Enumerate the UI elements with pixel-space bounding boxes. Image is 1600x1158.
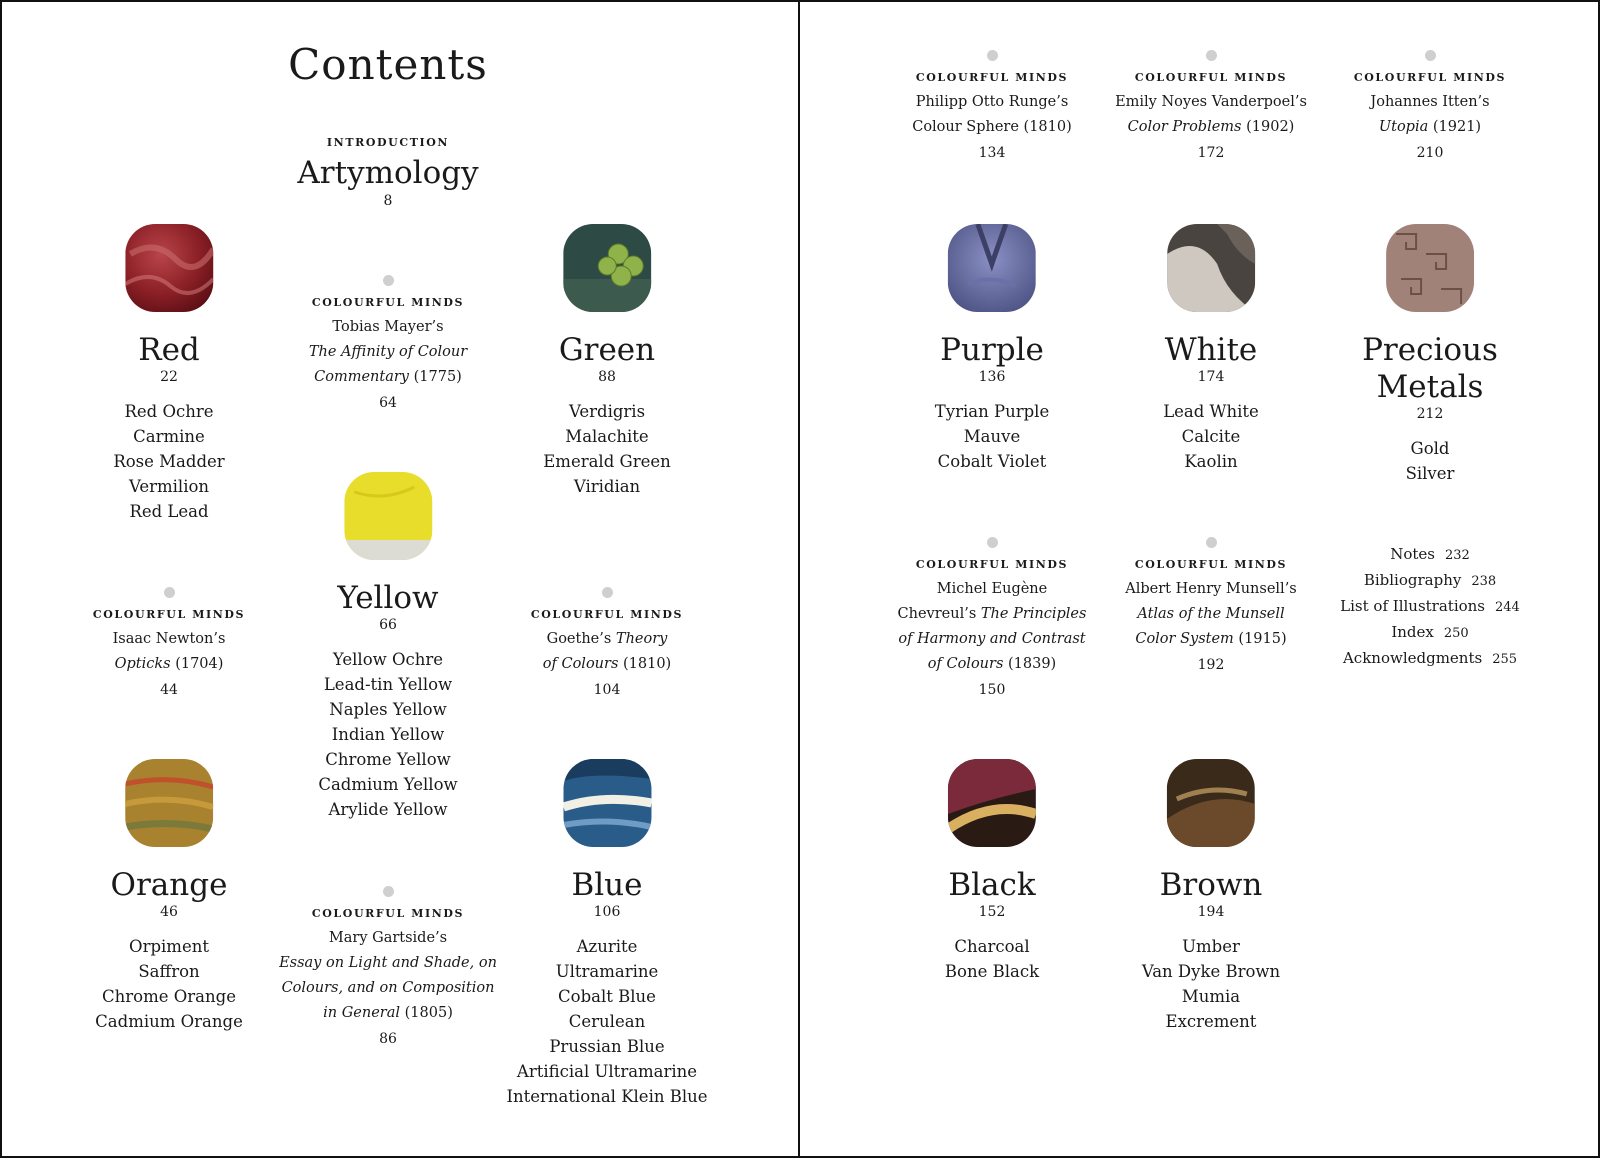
- minds-page: 104: [593, 682, 621, 698]
- back-matter-page: 238: [1471, 574, 1497, 589]
- pigment-item[interactable]: Mauve: [963, 427, 1021, 446]
- bullet-dot: [1206, 537, 1217, 548]
- blue-pigment-list: [506, 934, 707, 1109]
- introduction-entry[interactable]: [297, 136, 478, 209]
- colourful-minds-runge[interactable]: [872, 50, 1112, 166]
- colourful-minds-newton[interactable]: [49, 587, 289, 703]
- chapter-green[interactable]: [543, 224, 671, 499]
- metals-title-line-1: Precious: [1362, 332, 1498, 368]
- minds-line: Goethe’s: [546, 631, 612, 647]
- pigment-item[interactable]: Prussian Blue: [549, 1037, 665, 1056]
- colourful-minds-mayer[interactable]: [268, 275, 508, 416]
- pigment-item[interactable]: Cadmium Yellow: [318, 775, 458, 794]
- minds-line: Emily Noyes Vanderpoel’s: [1115, 94, 1307, 110]
- pigment-item[interactable]: Excrement: [1165, 1012, 1257, 1031]
- blue-title: Blue: [571, 867, 643, 903]
- minds-kicker: COLOURFUL MINDS: [311, 907, 465, 920]
- pigment-item[interactable]: Silver: [1405, 464, 1455, 483]
- back-matter-item[interactable]: [1340, 620, 1520, 646]
- minds-line: Essay on Light and Shade, on: [279, 955, 497, 971]
- chapter-yellow[interactable]: [318, 472, 457, 822]
- intro-kicker: INTRODUCTION: [326, 136, 450, 149]
- pigment-item[interactable]: Cerulean: [568, 1012, 646, 1031]
- pigment-item[interactable]: Arylide Yellow: [328, 800, 448, 819]
- bullet-dot: [164, 587, 175, 598]
- minds-page: 210: [1416, 145, 1444, 161]
- pigment-item[interactable]: Gold: [1410, 439, 1450, 458]
- minds-line: Chevreul’s: [897, 606, 977, 622]
- minds-line: Color System: [1135, 631, 1234, 647]
- bullet-dot: [1425, 50, 1436, 61]
- bullet-dot: [987, 50, 998, 61]
- black-swatch-image: [948, 759, 1036, 847]
- minds-line: of Colours: [542, 656, 619, 672]
- minds-year: (1915): [1238, 631, 1287, 647]
- green-pigment-list: [543, 399, 671, 499]
- pigment-item[interactable]: Naples Yellow: [329, 700, 447, 719]
- minds-year: (1902): [1246, 119, 1295, 135]
- intro-title: Artymology: [297, 155, 479, 191]
- bullet-dot: [383, 275, 394, 286]
- pigment-item[interactable]: International Klein Blue: [506, 1087, 708, 1106]
- orange-pigment-list: [95, 934, 243, 1034]
- green-swatch-image: [563, 224, 651, 312]
- pigment-item[interactable]: Ultramarine: [555, 962, 659, 981]
- colourful-minds-chevreul[interactable]: [872, 537, 1112, 703]
- minds-line: Atlas of the Munsell: [1137, 606, 1285, 622]
- minds-page: 44: [160, 682, 178, 698]
- brown-swatch-image: [1167, 759, 1255, 847]
- colourful-minds-gartside[interactable]: [268, 886, 508, 1052]
- metals-pigment-list: [1362, 436, 1498, 486]
- purple-page: 136: [978, 369, 1006, 385]
- pigment-item[interactable]: Verdigris: [568, 402, 646, 421]
- pigment-item[interactable]: Tyrian Purple: [934, 402, 1050, 421]
- colourful-minds-goethe[interactable]: [487, 587, 727, 703]
- minds-line: Utopia: [1378, 119, 1429, 135]
- blue-page: 106: [593, 904, 621, 920]
- back-matter-label: Acknowledgments: [1342, 649, 1483, 667]
- purple-title: Purple: [940, 332, 1044, 368]
- pigment-item[interactable]: Vermilion: [128, 477, 210, 496]
- pigment-item[interactable]: Mumia: [1181, 987, 1241, 1006]
- pigment-item[interactable]: Rose Madder: [113, 452, 225, 471]
- intro-page: 8: [383, 193, 393, 209]
- pigment-item[interactable]: Cobalt Blue: [558, 987, 656, 1006]
- green-title: Green: [558, 332, 656, 368]
- minds-kicker: COLOURFUL MINDS: [915, 558, 1069, 571]
- brown-pigment-list: [1142, 934, 1280, 1034]
- pigment-item[interactable]: Chrome Orange: [102, 987, 236, 1006]
- chapter-black[interactable]: [945, 759, 1039, 984]
- minds-line: Colours, and on Composition: [281, 980, 495, 996]
- minds-line: Theory: [615, 631, 668, 647]
- chapter-white[interactable]: [1163, 224, 1259, 474]
- minds-year: (1775): [413, 369, 462, 385]
- minds-page: 86: [379, 1031, 397, 1047]
- pigment-item[interactable]: Calcite: [1181, 427, 1241, 446]
- chapter-brown[interactable]: [1142, 759, 1280, 1034]
- metals-page: 212: [1416, 406, 1444, 422]
- red-pigment-list: [113, 399, 224, 524]
- pigment-item[interactable]: Bone Black: [944, 962, 1040, 981]
- red-page: 22: [160, 369, 178, 385]
- white-title: White: [1164, 332, 1258, 368]
- chapter-orange[interactable]: [95, 759, 243, 1034]
- pigment-item[interactable]: Lead White: [1163, 402, 1259, 421]
- pigment-item[interactable]: Malachite: [565, 427, 649, 446]
- minds-line: Commentary: [314, 369, 409, 385]
- pigment-item[interactable]: Viridian: [573, 477, 641, 496]
- black-pigment-list: [945, 934, 1039, 984]
- minds-year: (1810): [623, 656, 672, 672]
- minds-line: The Principles: [980, 606, 1087, 622]
- minds-year: (1805): [404, 1005, 453, 1021]
- pigment-item[interactable]: Yellow Ochre: [332, 650, 444, 669]
- back-matter-item[interactable]: [1340, 594, 1520, 620]
- pigment-item[interactable]: Kaolin: [1184, 452, 1238, 471]
- colourful-minds-vanderpoel[interactable]: [1091, 50, 1331, 166]
- orange-title: Orange: [110, 867, 228, 903]
- bullet-dot: [987, 537, 998, 548]
- back-matter-label: Index: [1391, 623, 1434, 641]
- minds-line: Albert Henry Munsell’s: [1125, 581, 1297, 597]
- white-page: 174: [1197, 369, 1225, 385]
- yellow-title: Yellow: [337, 580, 439, 616]
- chapter-blue[interactable]: [506, 759, 707, 1109]
- back-matter-item[interactable]: [1340, 646, 1520, 672]
- minds-line: Michel Eugène: [936, 581, 1048, 597]
- green-page: 88: [598, 369, 616, 385]
- minds-kicker: COLOURFUL MINDS: [1353, 71, 1507, 84]
- colourful-minds-munsell[interactable]: [1091, 537, 1331, 678]
- minds-kicker: COLOURFUL MINDS: [530, 608, 684, 621]
- bullet-dot: [602, 587, 613, 598]
- pigment-item[interactable]: Indian Yellow: [331, 725, 445, 744]
- back-matter-item[interactable]: [1340, 542, 1520, 568]
- page-gutter: [798, 0, 800, 1158]
- minds-kicker: COLOURFUL MINDS: [92, 608, 246, 621]
- minds-kicker: COLOURFUL MINDS: [1134, 71, 1288, 84]
- minds-page: 134: [978, 145, 1006, 161]
- pigment-item[interactable]: Chrome Yellow: [325, 750, 451, 769]
- colourful-minds-itten[interactable]: [1310, 50, 1550, 166]
- minds-line: Philipp Otto Runge’s: [915, 94, 1069, 110]
- minds-year: (1839): [1008, 656, 1057, 672]
- minds-line: Colour Sphere (1810): [912, 119, 1072, 135]
- white-swatch-image: [1167, 224, 1255, 312]
- chapter-precious-metals[interactable]: [1362, 224, 1498, 486]
- minds-line: Tobias Mayer’s: [332, 319, 444, 335]
- white-pigment-list: [1163, 399, 1259, 474]
- minds-line: Johannes Itten’s: [1370, 94, 1490, 110]
- minds-year: (1921): [1432, 119, 1482, 135]
- pigment-item[interactable]: Van Dyke Brown: [1141, 962, 1281, 981]
- orange-swatch-image: [125, 759, 213, 847]
- pigment-item[interactable]: Azurite: [576, 937, 638, 956]
- pigment-item[interactable]: Artificial Ultramarine: [516, 1062, 698, 1081]
- red-swatch-image: [125, 224, 213, 312]
- top-border: [0, 0, 1600, 2]
- black-title: Black: [948, 867, 1036, 903]
- orange-page: 46: [160, 904, 178, 920]
- minds-line: Isaac Newton’s: [112, 631, 226, 647]
- pigment-item[interactable]: Carmine: [133, 427, 205, 446]
- pigment-item[interactable]: Orpiment: [129, 937, 209, 956]
- metals-swatch-image: [1386, 224, 1474, 312]
- purple-swatch-image: [948, 224, 1036, 312]
- pigment-item[interactable]: Red Ochre: [124, 402, 214, 421]
- brown-title: Brown: [1159, 867, 1263, 903]
- minds-page: 150: [978, 682, 1006, 698]
- pigment-item[interactable]: Saffron: [138, 962, 200, 981]
- minds-year: (1704): [175, 656, 224, 672]
- back-matter-label: List of Illustrations: [1340, 597, 1486, 615]
- chapter-red[interactable]: [113, 224, 224, 524]
- yellow-pigment-list: [318, 647, 457, 822]
- blue-swatch-image: [563, 759, 651, 847]
- minds-line: The Affinity of Colour: [308, 344, 468, 360]
- back-matter-page: 244: [1495, 600, 1520, 615]
- minds-page: 172: [1197, 145, 1225, 161]
- minds-line: in General: [323, 1005, 401, 1021]
- chapter-purple[interactable]: [935, 224, 1049, 474]
- back-matter-list: [1340, 542, 1520, 672]
- yellow-swatch-image: [344, 472, 432, 560]
- back-matter-page: 255: [1492, 652, 1518, 667]
- brown-page: 194: [1197, 904, 1225, 920]
- pigment-item[interactable]: Umber: [1182, 937, 1240, 956]
- metals-title-line-2: Metals: [1376, 369, 1484, 405]
- pigment-item[interactable]: Cadmium Orange: [95, 1012, 243, 1031]
- pigment-item[interactable]: Red Lead: [129, 502, 209, 521]
- back-matter-item[interactable]: [1340, 568, 1520, 594]
- minds-line: Color Problems: [1127, 119, 1242, 135]
- black-page: 152: [978, 904, 1006, 920]
- back-matter-page: 232: [1444, 548, 1470, 563]
- red-title: Red: [138, 332, 200, 368]
- pigment-item[interactable]: Cobalt Violet: [937, 452, 1047, 471]
- back-matter-label: Notes: [1390, 545, 1435, 563]
- minds-line: of Colours: [927, 656, 1004, 672]
- bullet-dot: [1206, 50, 1217, 61]
- minds-line: of Harmony and Contrast: [898, 631, 1086, 647]
- minds-line: Mary Gartside’s: [328, 930, 448, 946]
- minds-kicker: COLOURFUL MINDS: [311, 296, 465, 309]
- back-matter-page: 250: [1443, 626, 1469, 641]
- pigment-item[interactable]: Charcoal: [954, 937, 1030, 956]
- pigment-item[interactable]: Emerald Green: [543, 452, 671, 471]
- minds-kicker: COLOURFUL MINDS: [915, 71, 1069, 84]
- minds-page: 64: [379, 395, 397, 411]
- minds-page: 192: [1197, 657, 1225, 673]
- minds-line: Opticks: [114, 656, 171, 672]
- page-title: Contents: [288, 40, 488, 89]
- bullet-dot: [383, 886, 394, 897]
- pigment-item[interactable]: Lead-tin Yellow: [323, 675, 453, 694]
- minds-kicker: COLOURFUL MINDS: [1134, 558, 1288, 571]
- purple-pigment-list: [935, 399, 1049, 474]
- yellow-page: 66: [379, 617, 397, 633]
- left-border: [0, 0, 2, 1158]
- back-matter-label: Bibliography: [1363, 571, 1462, 589]
